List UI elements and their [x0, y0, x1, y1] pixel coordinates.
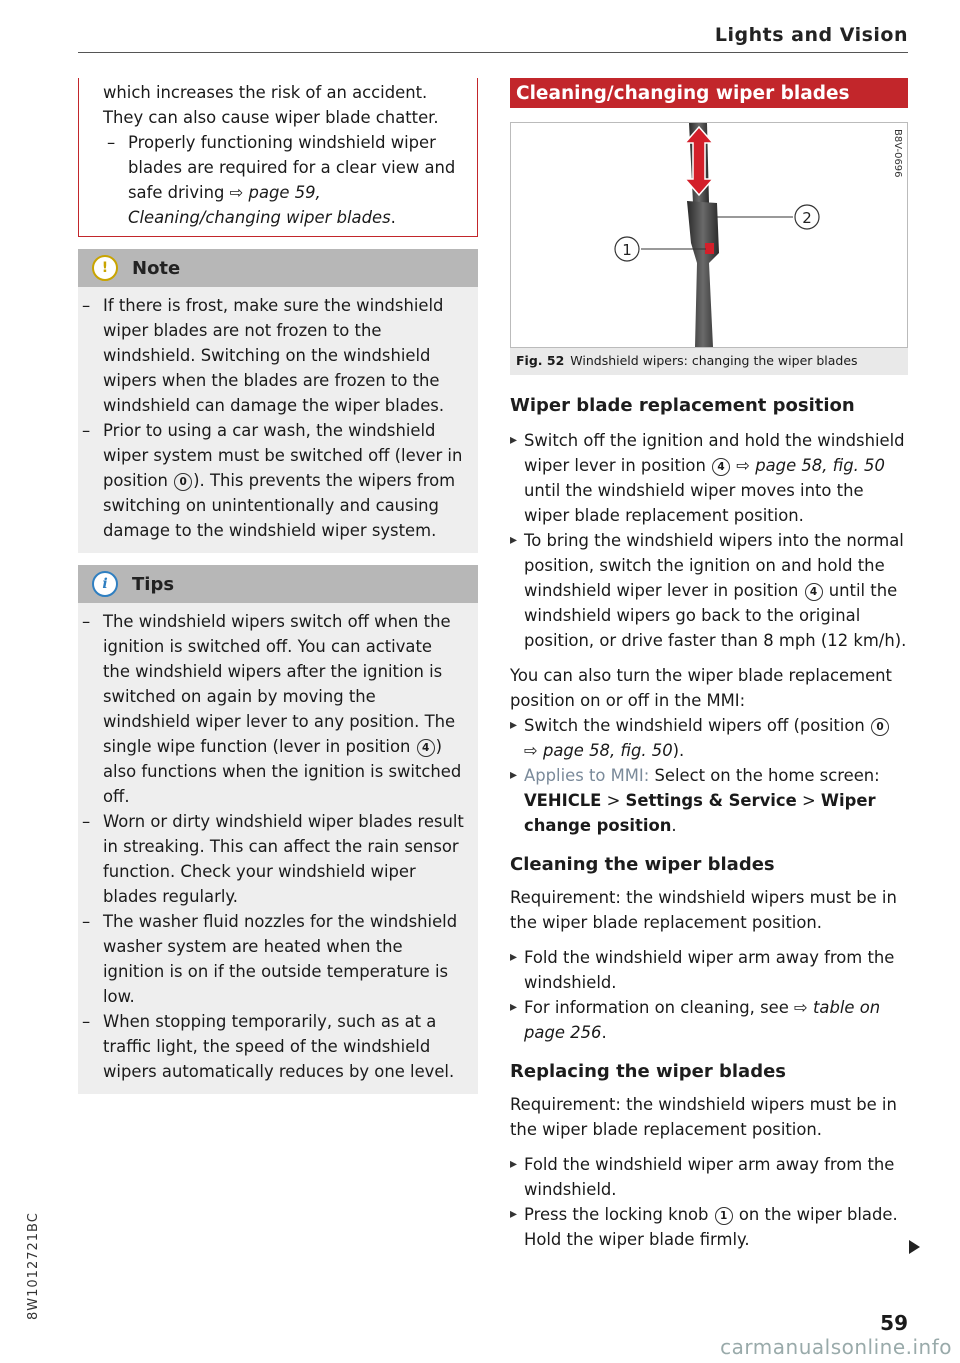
info-icon: i [92, 571, 118, 597]
page-link[interactable]: ⇨ table on page 256 [524, 998, 881, 1042]
note-title: Note [132, 257, 181, 279]
tips-item: – The washer fluid nozzles for the windshield washer system are heated when the ignition is on if the outside temperature is low. [78, 909, 464, 1009]
step-text: Switch off the ignition and hold the windshield wiper lever in position [524, 431, 905, 475]
warning-page-link[interactable]: ⇨ page 59, Cleaning/changing wiper blades [128, 183, 391, 227]
step-item [510, 713, 908, 763]
menu-separator: > [601, 791, 626, 810]
step-item: ▸ Fold the windshield wiper arm away from the windshield. [510, 945, 908, 995]
step-text: ). [672, 741, 685, 760]
position-4-icon: 4 [712, 458, 730, 476]
figure-label: Fig. 52 [516, 353, 565, 368]
position-4-icon: 4 [417, 739, 435, 757]
tips-item: – When stopping temporarily, such as at a traffic light, the speed of the windshield wipers automatically reduces by one level. [78, 1009, 464, 1084]
menu-wiper-change-position: Wiper change position [524, 791, 876, 835]
page-link[interactable]: ⇨ page 58, fig. 50 [731, 456, 885, 475]
position-0-icon: 0 [871, 718, 889, 736]
note-item [78, 418, 464, 543]
continue-arrow-icon [909, 1240, 920, 1254]
note-box [78, 249, 478, 553]
warning-box-continued [78, 78, 478, 237]
page-link[interactable]: ⇨ page 58, fig. 50 [524, 741, 673, 760]
figure-caption [510, 348, 908, 375]
wiper-figure [510, 122, 908, 348]
warning-dash-item [103, 130, 459, 230]
step-text: Switch the windshield wipers off (position [524, 716, 870, 735]
position-4-icon: 4 [805, 583, 823, 601]
mmi-paragraph: You can also turn the wiper blade replacement position on or off in the MMI: [510, 666, 892, 710]
figure-caption-text: Windshield wipers: changing the wiper blades [570, 353, 858, 368]
note-item: – If there is frost, make sure the windshield wiper blades are not frozen to the windshield. Switching on the windshield wipers when the blades are frozen to the windshield can damage the wiper blades. [78, 293, 464, 418]
cleaning-heading: Cleaning the wiper blades [510, 854, 775, 875]
position-1-icon: 1 [715, 1207, 733, 1225]
tips-item [78, 609, 464, 809]
figure-code: B8V-0696 [892, 129, 903, 178]
note-item-text: ). This prevents the wipers from switching on unintentionally and causing damage to the windshield wiper system. [103, 471, 456, 540]
step-item [510, 995, 908, 1045]
section-title: Cleaning/changing wiper blades [510, 78, 908, 108]
step-text: until the windshield wiper moves into the wiper blade replacement position. [524, 481, 864, 525]
step-text: To bring the windshield wipers into the normal position, switch the ignition on and hold the windshield wiper lever in position [524, 531, 904, 600]
tips-item-text: ) also functions when the ignition is switched off. [103, 737, 462, 806]
note-body [78, 287, 478, 553]
tips-item-text: The windshield wipers switch off when the ignition is switched off. You can activate the windshield wipers after the ignition is switched on again by moving the windshield wiper lever to any position. The single wipe function (lever in position [103, 612, 456, 756]
step-text: . [601, 1023, 607, 1042]
step-text: until the windshield wipers go back to the original position, or drive faster than 8 mph (12 km/h). [524, 581, 907, 650]
tips-item: – Worn or dirty windshield wiper blades result in streaking. This can affect the rain sensor function. Check your windshield wiper blades regularly. [78, 809, 464, 909]
warning-dash-end: . [390, 208, 396, 227]
menu-vehicle: VEHICLE [524, 791, 602, 810]
step-text: For information on cleaning, see [524, 998, 795, 1017]
position-0-icon: 0 [174, 473, 192, 491]
step-item: ▸ Fold the windshield wiper arm away from the windshield. [510, 1152, 908, 1202]
cleaning-requirement: Requirement: the windshield wipers must be in the wiper blade replacement position. [510, 888, 897, 932]
document-id: 8W1012721BC [26, 1212, 41, 1320]
note-header [78, 249, 478, 287]
right-column [510, 78, 908, 1252]
left-column [78, 78, 478, 1094]
warning-dash-text: Properly functioning windshield wiper blades are required for a clear view and safe driving [128, 133, 456, 202]
page-header-title: Lights and Vision [714, 24, 908, 46]
menu-separator: > [796, 791, 821, 810]
note-item-text: Prior to using a car wash, the windshield wiper system must be switched off (lever in position [103, 421, 463, 490]
tips-title: Tips [132, 573, 175, 595]
replacement-heading: Wiper blade replacement position [510, 395, 855, 416]
step-item [510, 528, 908, 653]
locking-knob-marker [705, 243, 714, 254]
step-text: . [671, 816, 677, 835]
tips-body [78, 603, 478, 1094]
warning-text: which increases the risk of an accident. They can also cause wiper blade chatter. [103, 83, 439, 127]
wiper-illustration [511, 123, 907, 347]
step-text: Select on the home screen: [649, 766, 880, 785]
replacing-heading: Replacing the wiper blades [510, 1061, 787, 1082]
tips-header [78, 565, 478, 603]
step-text: Press the locking knob [524, 1205, 714, 1224]
callout-1: 1 [622, 241, 632, 259]
exclamation-icon: ! [92, 255, 118, 281]
header-rule [78, 52, 908, 53]
page-number: 59 [880, 1311, 908, 1335]
replacing-requirement: Requirement: the windshield wipers must be in the wiper blade replacement position. [510, 1095, 897, 1139]
menu-settings-service: Settings & Service [625, 791, 797, 810]
callout-2: 2 [802, 209, 812, 227]
tips-box [78, 565, 478, 1094]
step-item [510, 1202, 908, 1252]
step-item [510, 428, 908, 528]
watermark: carmanualsonline.info [720, 1335, 952, 1359]
applies-to-label: Applies to MMI: [524, 766, 650, 785]
step-text: on the wiper blade. Hold the wiper blade firmly. [524, 1205, 898, 1249]
step-item [510, 763, 908, 838]
